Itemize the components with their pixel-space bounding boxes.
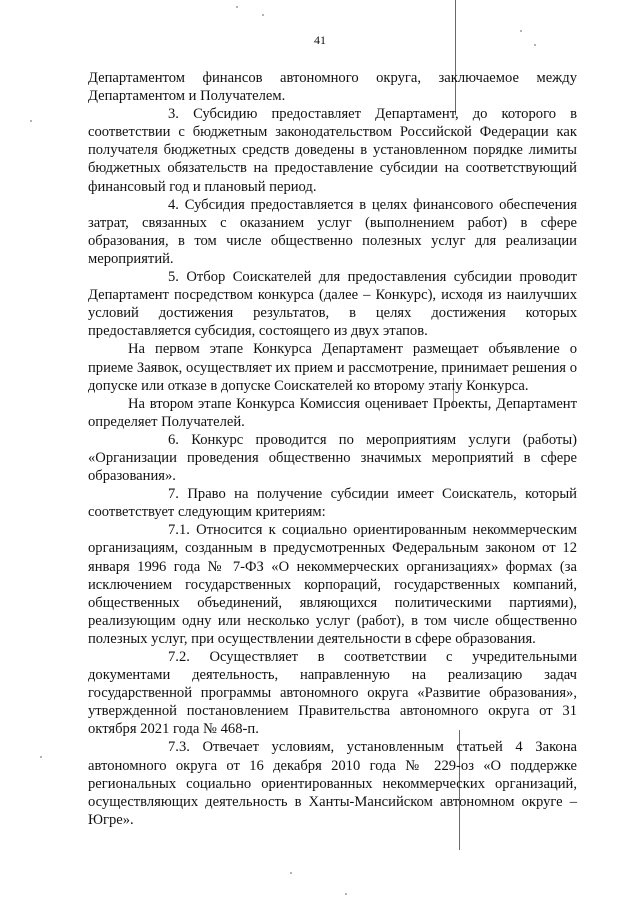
scan-speck bbox=[290, 872, 292, 874]
document-body bbox=[88, 69, 577, 829]
paragraph-text: На первом этапе Конкурса Департамент размещает объявление о приеме Заявок, осуществляет их прием и рассмотрение, принимает решения о допуске или отказе в допуске Соискателей ко второму этапу Конкурса. bbox=[88, 341, 577, 394]
page-number: 41 bbox=[314, 33, 326, 47]
paragraph-continuation: Департаментом финансов автономного округа, заключаемое между Департаментом и Получателем. bbox=[88, 70, 577, 105]
paragraph-7-2 bbox=[88, 648, 577, 738]
paragraph-text: На втором этапе Конкурса Комиссия оценивает Проекты, Департамент определяет Получателей. bbox=[88, 395, 577, 430]
paragraph-text: Субсидию предоставляет Департамент, до которого в соответствии с бюджетным законодательством Российской Федерации как получателя бюджетных средств доведены в установленном порядке лимиты бюджетных обязательств на предоставление субсидии на соответствующий финансовый год и плановый период. bbox=[88, 106, 577, 195]
paragraph-text: Отбор Соискателей для предоставления субсидии проводит Департамент посредством конкурса (далее – Конкурс), исходя из наилучших условий достижения результатов, в целях достижения которых предоставляется субсидия, состоящего из двух этапов. bbox=[88, 269, 578, 340]
scan-speck bbox=[40, 756, 42, 758]
paragraph-text: Относится к социально ориентированным некоммерческим организациям, созданным в предусмотренных Федеральным законом от 12 января 1996 года № 7-ФЗ «О некоммерческих организациях» формах (за исключением государственных корпораций, государственных компаний, общественных объединений, являющихся политическими партиями), реализующим одну или несколько услуг (работ), в том числе общественно полезных услуг, при осуществлении деятельности в сфере образования. bbox=[88, 522, 577, 647]
paragraph-7-1 bbox=[88, 521, 577, 648]
paragraph-first-stage bbox=[88, 340, 577, 394]
paragraph-text: Конкурс проводится по мероприятиям услуги (работы) «Организации проведения общественно значимых мероприятий в сфере образования». bbox=[88, 431, 577, 485]
item-number: 5. bbox=[168, 269, 179, 286]
paragraph-3 bbox=[88, 105, 577, 195]
paragraph-4 bbox=[88, 196, 577, 268]
scan-speck bbox=[30, 120, 32, 122]
item-number: 6. bbox=[168, 431, 179, 448]
item-number: 7.3. bbox=[168, 739, 190, 756]
paragraph-text: Осуществляет в соответствии с учредительными документами деятельность, направленную на реализацию задач государственной программы автономного округа «Развитие образования», утвержденной постановлением Правительства автономного округа от 31 октября 2021 года № 468-п. bbox=[88, 649, 577, 738]
paragraph-text: Субсидия предоставляется в целях финансового обеспечения затрат, связанных с оказанием услуг (выполнением работ) в сфере образования, в том числе общественно полезных услуг для реализации мероприятий. bbox=[88, 196, 577, 267]
paragraph-7-3 bbox=[88, 738, 577, 828]
paragraph-7 bbox=[88, 485, 577, 521]
paragraph-6 bbox=[88, 431, 577, 485]
item-number: 7.1. bbox=[168, 522, 190, 539]
item-number: 7.2. bbox=[168, 649, 190, 665]
item-number: 3. bbox=[168, 106, 179, 123]
scan-speck bbox=[520, 30, 522, 32]
paragraph-second-stage bbox=[88, 395, 577, 431]
scan-speck bbox=[262, 14, 264, 16]
scan-speck bbox=[345, 893, 347, 895]
scan-speck bbox=[236, 6, 238, 8]
item-number: 4. bbox=[168, 196, 179, 213]
paragraph-text: Право на получение субсидии имеет Соискатель, который соответствует следующим критериям: bbox=[88, 486, 577, 521]
paragraph-5 bbox=[88, 268, 577, 340]
item-number: 7. bbox=[168, 486, 179, 503]
paragraph-text: Отвечает условиям, установленным статьей 4 Закона автономного округа от 16 декабря 2010 года № 229-оз «О поддержке региональных социально ориентированных некоммерческих организаций, осуществляющих деятельность в Ханты-Мансийском автономном округе – Югре». bbox=[88, 739, 577, 828]
